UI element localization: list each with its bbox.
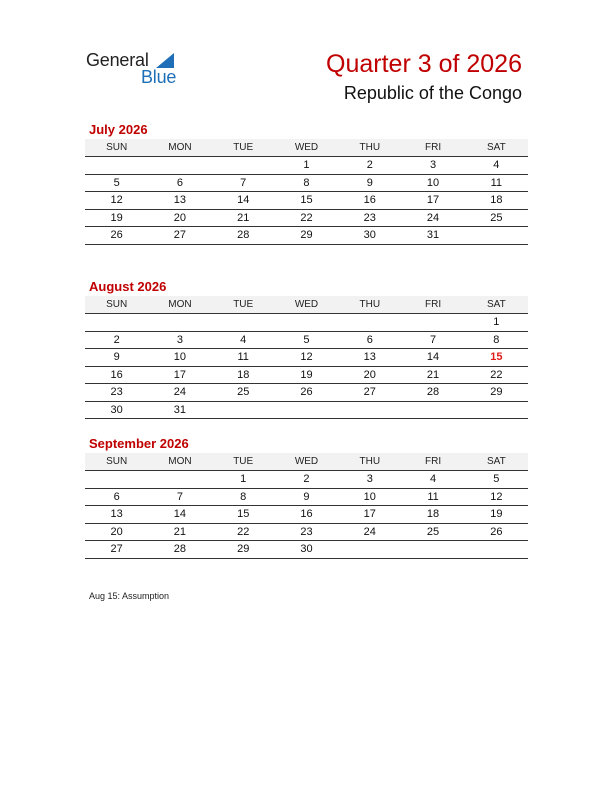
empty-day-cell	[212, 314, 275, 331]
weekday-label: WED	[294, 142, 319, 153]
day-cell: 30	[300, 543, 313, 555]
day-cell: 20	[110, 525, 123, 538]
day-cell: 12	[490, 490, 503, 503]
day-cell: 24	[426, 211, 440, 224]
weekday-label: TUE	[233, 299, 254, 310]
day-cell: 21	[173, 525, 187, 538]
day-cell: 5	[493, 473, 500, 485]
day-cell: 7	[176, 490, 183, 503]
weekday-header-row	[85, 453, 528, 471]
month-calendar-september	[85, 435, 528, 559]
day-cell: 11	[490, 176, 503, 189]
empty-day-cell	[338, 402, 401, 419]
day-cell: 15	[237, 508, 250, 520]
week-row	[85, 210, 528, 228]
day-cell: 29	[237, 543, 250, 555]
day-cell: 11	[427, 490, 439, 503]
month-calendar-august	[85, 278, 528, 419]
day-cell: 2	[366, 159, 373, 171]
day-cell: 19	[490, 508, 503, 520]
day-cell: 28	[173, 543, 187, 555]
month-calendar-july	[85, 121, 528, 245]
weekday-label: MON	[168, 299, 192, 310]
day-cell: 13	[110, 508, 123, 520]
day-cell: 22	[490, 368, 503, 381]
day-cell: 27	[173, 229, 187, 241]
day-cell: 30	[363, 229, 376, 241]
empty-day-cell	[338, 541, 401, 558]
day-cell: 15	[300, 194, 313, 206]
day-cell: 21	[237, 211, 250, 224]
day-cell: 11	[237, 351, 249, 363]
day-cell: 7	[240, 176, 247, 189]
empty-day-cell	[85, 157, 148, 174]
page-title: Quarter 3 of 2026	[326, 50, 522, 78]
empty-day-cell	[148, 157, 211, 174]
day-cell: 13	[173, 194, 187, 206]
day-cell: 25	[237, 386, 250, 398]
weekday-label: SAT	[486, 456, 506, 467]
day-cell: 2	[113, 333, 120, 346]
day-cell: 1	[240, 473, 247, 485]
month-title: August 2026	[89, 279, 167, 294]
day-cell: 17	[173, 368, 187, 381]
day-cell: 24	[173, 386, 187, 398]
day-cell: 23	[110, 386, 123, 398]
day-cell: 28	[237, 229, 250, 241]
week-row	[85, 227, 528, 245]
weekday-label: SUN	[106, 456, 128, 467]
day-cell: 4	[240, 333, 247, 346]
day-cell: 29	[300, 229, 313, 241]
day-cell: 17	[363, 508, 376, 520]
day-cell: 8	[493, 333, 500, 346]
holiday-notes: Aug 15: Assumption	[89, 591, 170, 601]
weekday-label: SUN	[106, 142, 128, 153]
day-cell: 19	[110, 211, 123, 224]
logo-triangle-icon	[156, 53, 174, 68]
day-cell: 28	[426, 386, 440, 398]
holiday-day-cell: 15	[490, 351, 503, 363]
day-cell: 6	[176, 176, 183, 189]
day-cell: 16	[363, 194, 376, 206]
day-cell: 26	[110, 229, 123, 241]
day-cell: 27	[363, 386, 376, 398]
weekday-header-row	[85, 139, 528, 157]
day-cell: 26	[300, 386, 313, 398]
day-cell: 4	[493, 159, 500, 171]
empty-day-cell	[148, 471, 211, 488]
day-cell: 5	[303, 333, 310, 346]
day-cell: 25	[426, 525, 440, 538]
logo-text-blue: Blue	[141, 67, 177, 87]
weekday-label: TUE	[233, 456, 254, 467]
day-cell: 18	[237, 368, 250, 381]
day-cell: 1	[493, 316, 500, 328]
day-cell: 8	[240, 490, 247, 503]
day-cell: 4	[429, 473, 437, 485]
month-title: July 2026	[89, 122, 148, 137]
weekday-label: WED	[294, 456, 319, 467]
day-cell: 9	[366, 176, 373, 189]
weekday-label: TUE	[233, 142, 254, 153]
empty-day-cell	[85, 471, 148, 488]
week-row	[85, 489, 528, 507]
day-cell: 10	[173, 351, 187, 363]
day-cell: 25	[490, 211, 503, 224]
weekday-label: THU	[359, 456, 381, 467]
day-cell: 26	[490, 525, 503, 538]
day-cell: 14	[173, 508, 187, 520]
weekday-label: SAT	[486, 142, 506, 153]
day-cell: 29	[490, 386, 503, 398]
day-cell: 14	[426, 351, 440, 363]
day-cell: 3	[366, 473, 373, 485]
day-cell: 12	[300, 351, 313, 363]
empty-day-cell	[465, 402, 528, 419]
generalblue-logo	[86, 50, 186, 90]
week-row	[85, 192, 528, 210]
day-cell: 12	[110, 194, 123, 206]
day-cell: 16	[300, 508, 313, 520]
week-row	[85, 471, 528, 489]
day-cell: 18	[426, 508, 440, 520]
day-cell: 5	[113, 176, 120, 189]
empty-day-cell	[401, 541, 464, 558]
weekday-label: THU	[359, 299, 381, 310]
weekday-label: FRI	[424, 299, 442, 310]
day-cell: 1	[303, 159, 310, 171]
weekday-label: MON	[168, 456, 192, 467]
week-row	[85, 175, 528, 193]
day-cell: 10	[363, 490, 376, 503]
week-row	[85, 524, 528, 542]
day-cell: 9	[113, 351, 120, 363]
day-cell: 6	[113, 490, 120, 503]
week-row	[85, 541, 528, 559]
day-cell: 9	[303, 490, 310, 503]
day-cell: 3	[176, 333, 183, 346]
empty-day-cell	[148, 314, 211, 331]
day-cell: 13	[363, 351, 376, 363]
day-cell: 17	[426, 194, 440, 206]
weekday-label: FRI	[424, 142, 442, 153]
weekday-label: THU	[359, 142, 381, 153]
day-cell: 20	[363, 368, 376, 381]
empty-day-cell	[338, 314, 401, 331]
day-cell: 16	[110, 368, 123, 381]
weekday-label: SAT	[486, 299, 506, 310]
day-cell: 22	[237, 525, 250, 538]
day-cell: 20	[173, 211, 187, 224]
day-cell: 21	[426, 368, 440, 381]
month-title: September 2026	[89, 436, 189, 451]
weekday-label: FRI	[424, 456, 442, 467]
empty-day-cell	[275, 314, 338, 331]
day-cell: 31	[173, 403, 187, 416]
weekday-label: WED	[294, 299, 319, 310]
week-row	[85, 157, 528, 175]
empty-day-cell	[275, 402, 338, 419]
week-row	[85, 314, 528, 332]
week-row	[85, 384, 528, 402]
day-cell: 27	[110, 543, 123, 555]
day-cell: 14	[237, 194, 250, 206]
day-cell: 24	[363, 525, 376, 538]
empty-day-cell	[212, 402, 275, 419]
day-cell: 30	[110, 403, 123, 416]
day-cell: 6	[366, 333, 373, 346]
logo-text-general: General	[86, 50, 149, 70]
empty-day-cell	[465, 227, 528, 244]
week-row	[85, 367, 528, 385]
day-cell: 8	[303, 176, 310, 189]
week-row	[85, 349, 528, 367]
day-cell: 3	[429, 159, 437, 171]
day-cell: 31	[426, 229, 440, 241]
weekday-label: SUN	[106, 299, 128, 310]
day-cell: 2	[303, 473, 310, 485]
day-cell: 7	[429, 333, 437, 346]
empty-day-cell	[401, 402, 464, 419]
day-cell: 23	[300, 525, 313, 538]
weekday-header-row	[85, 296, 528, 314]
day-cell: 19	[300, 368, 313, 381]
day-cell: 22	[300, 211, 313, 224]
week-row	[85, 332, 528, 350]
empty-day-cell	[85, 314, 148, 331]
day-cell: 23	[363, 211, 376, 224]
day-cell: 10	[426, 176, 440, 189]
empty-day-cell	[212, 157, 275, 174]
page-subtitle: Republic of the Congo	[343, 83, 522, 103]
week-row	[85, 506, 528, 524]
empty-day-cell	[465, 541, 528, 558]
week-row	[85, 402, 528, 420]
day-cell: 18	[490, 194, 503, 206]
weekday-label: MON	[168, 142, 192, 153]
empty-day-cell	[401, 314, 464, 331]
